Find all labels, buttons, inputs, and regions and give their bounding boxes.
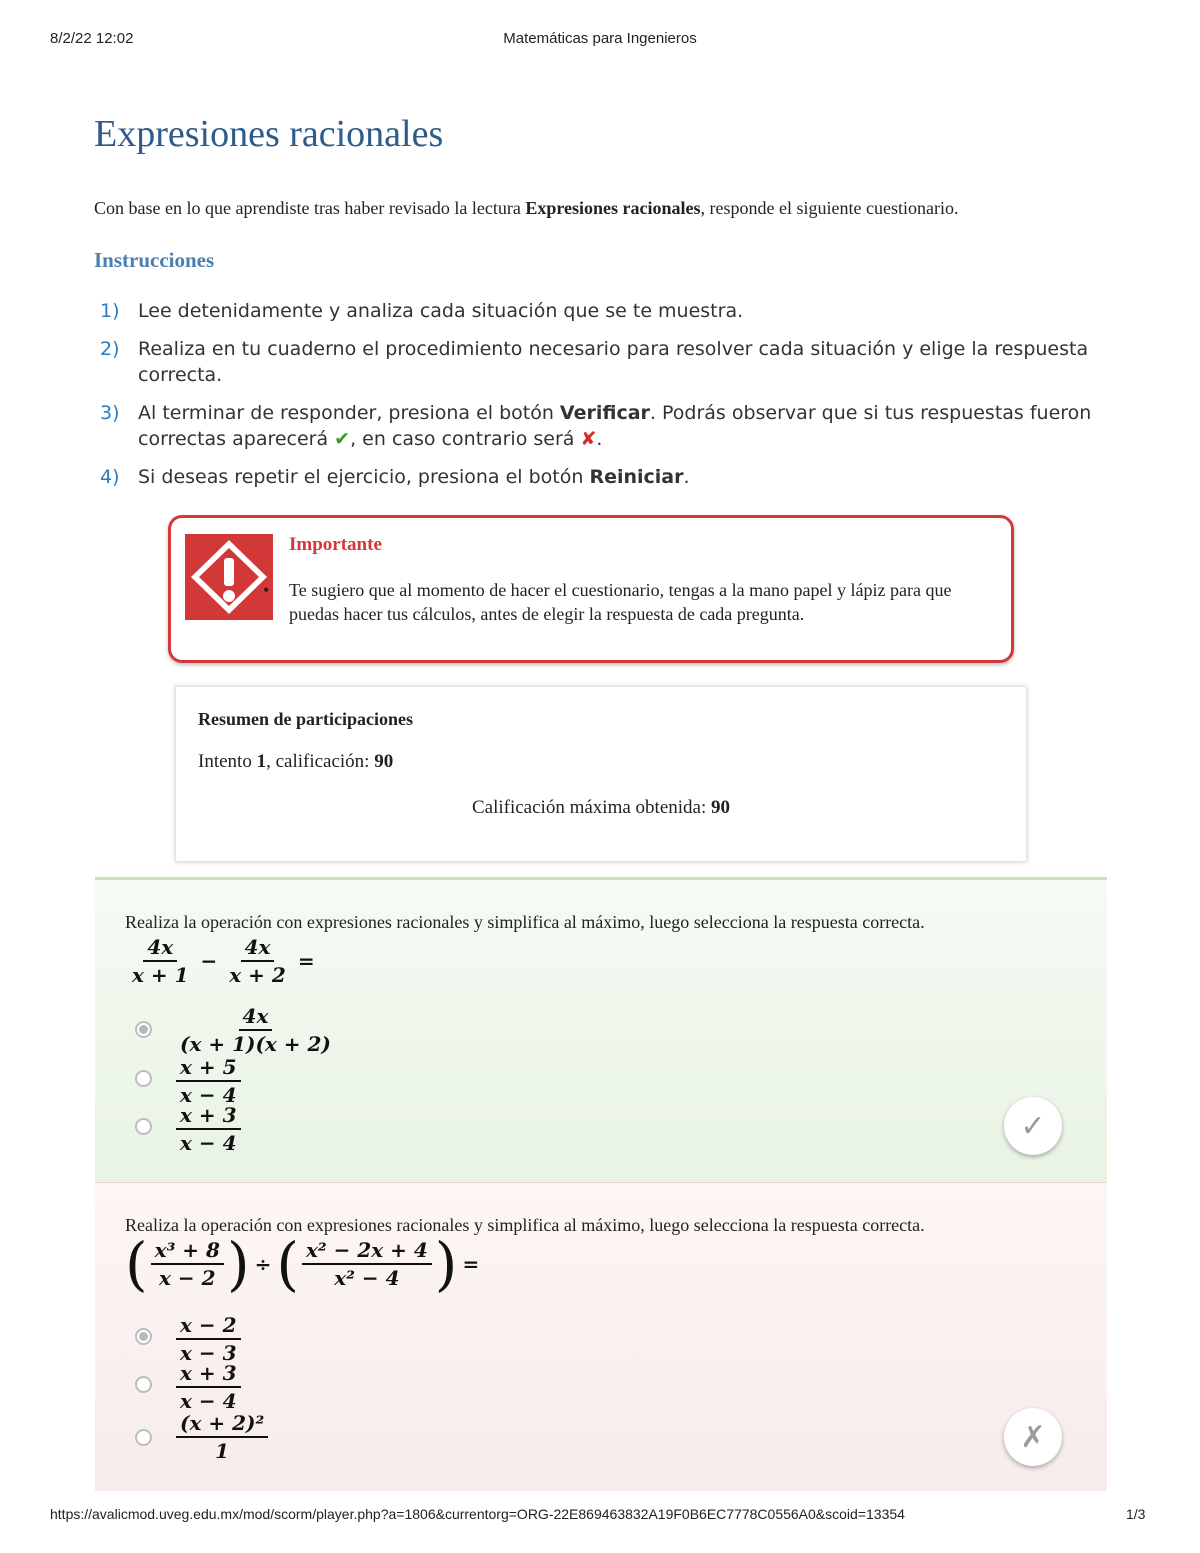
page-number: 1/3 xyxy=(1126,1506,1146,1522)
cross-icon: ✘ xyxy=(580,428,597,450)
question-prompt: Realiza la operación con expresiones racionales y simplifica al máximo, luego selecciona la respuesta correcta. xyxy=(125,912,925,932)
answer-option: $\frac{x + 3}{x - 4}$ xyxy=(173,1361,244,1413)
instructions-list xyxy=(100,298,1120,502)
correct-result-icon: ✓ xyxy=(1004,1097,1062,1155)
instruction-step: 2) Realiza en tu cuaderno el procedimiento necesario para resolver cada situación y elige la respuesta correcta. xyxy=(100,338,1089,386)
answer-option: $\frac{4x}{(x + 1)(x + 2)}$ xyxy=(180,1004,331,1056)
page-title: Expresiones racionales xyxy=(94,113,444,155)
print-url: https://avalicmod.uveg.edu.mx/mod/scorm/player.php?a=1806&currentorg=ORG-22E869463832A19F0B6EC7778C0556A0&scoid=13354 xyxy=(50,1506,905,1522)
important-title: Importante xyxy=(289,534,382,555)
answer-option: $\frac{x - 2}{x - 3}$ xyxy=(173,1313,244,1365)
answer-radio[interactable] xyxy=(135,1070,152,1087)
instructions-heading: Instrucciones xyxy=(94,248,215,272)
instruction-step: 1) Lee detenidamente y analiza cada situación que se te muestra. xyxy=(100,300,744,322)
attempt-line: Intento 1, calificación: 90 xyxy=(198,751,394,772)
answer-radio[interactable] xyxy=(135,1021,152,1038)
warning-icon xyxy=(185,534,273,620)
instruction-step: 3) Al terminar de responder, presiona el botón Verificar. Podrás observar que si tus respuestas fueron correctas aparecerá ✔, en caso contrario será ✘. xyxy=(100,402,1092,450)
instruction-step: 4) Si deseas repetir el ejercicio, presiona el botón Reiniciar. xyxy=(100,466,690,488)
intro-text: Con base en lo que aprendiste tras haber revisado la lectura Expresiones racionales, responde el siguiente cuestionario. xyxy=(94,198,959,218)
answer-radio[interactable] xyxy=(135,1328,152,1345)
question-prompt: Realiza la operación con expresiones racionales y simplifica al máximo, luego selecciona la respuesta correcta. xyxy=(125,1215,925,1235)
print-doc-title: Matemáticas para Ingenieros xyxy=(503,30,697,47)
answer-option: $\frac{x + 3}{x - 4}$ xyxy=(173,1103,244,1155)
attempts-summary xyxy=(175,686,1027,862)
answer-radio[interactable] xyxy=(135,1376,152,1393)
answer-option: $\frac{x + 5}{x - 4}$ xyxy=(173,1055,244,1107)
question-expression: ( $\frac{\text{x³ + 8}}{x - 2}$ ) ÷( $\frac{\text{x² − 2x + 4}}{\text{x² − 4}}$ ) = xyxy=(125,1230,480,1298)
summary-title: Resumen de participaciones xyxy=(198,709,413,729)
print-date: 8/2/22 12:02 xyxy=(50,30,134,47)
max-score-line: Calificación máxima obtenida: 90 xyxy=(471,797,730,818)
check-icon: ✔ xyxy=(334,428,351,450)
question-expression: $\frac{4x}{x + 1}$ − $\frac{4x}{x + 2}$ = xyxy=(132,935,315,987)
answer-radio[interactable] xyxy=(135,1429,152,1446)
important-callout xyxy=(168,515,1014,663)
important-text: • Te sugiero que al momento de hacer el cuestionario, tengas a la mano papel y lápiz para que puedas hacer tus cálculos, antes de elegir la respuesta de cada pregunta. xyxy=(263,580,952,624)
answer-option: $\frac{\text{(x + 2)²}}{1}$ xyxy=(173,1411,271,1463)
answer-radio[interactable] xyxy=(135,1118,152,1135)
incorrect-result-icon: ✗ xyxy=(1004,1408,1062,1466)
question-card-1 xyxy=(95,877,1107,1184)
question-card-2 xyxy=(95,1182,1107,1491)
